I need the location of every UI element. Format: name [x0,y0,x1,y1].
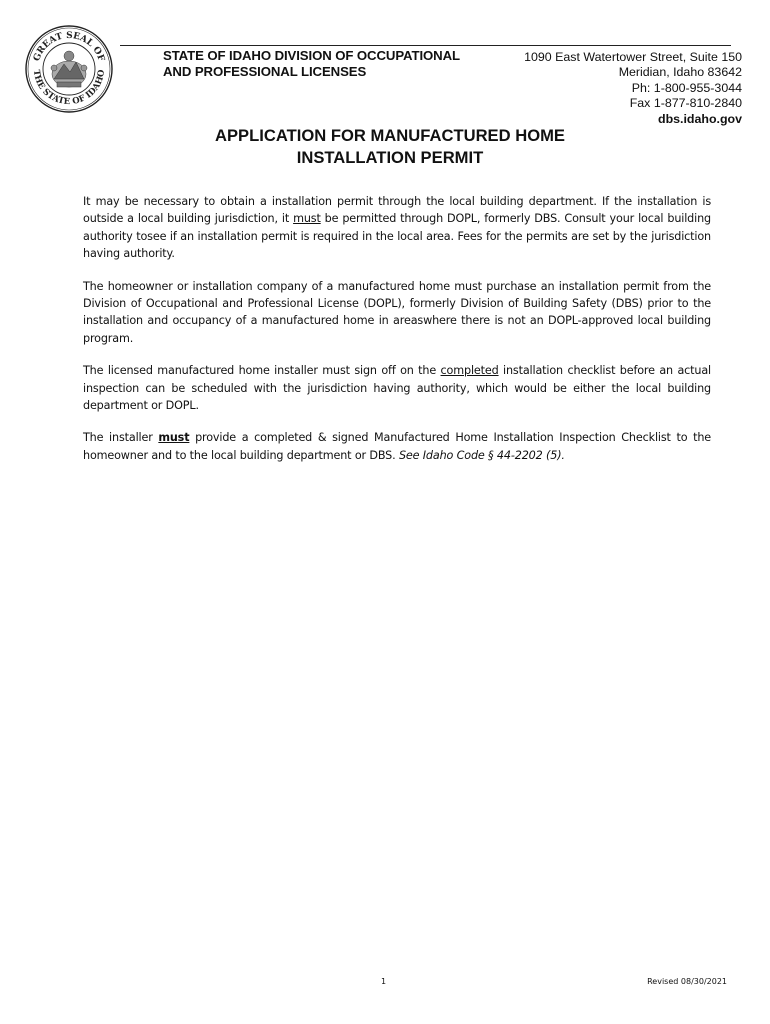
paragraph-4 [83,429,711,464]
website-link[interactable]: dbs.idaho.gov [658,111,742,126]
header-rule [120,45,731,46]
p4-code-citation: See Idaho Code § 44-2202 (5). [398,448,565,462]
p4-must-bold-underlined: must [158,431,190,445]
p4-text-a: The installer [83,431,159,445]
document-body [83,193,711,479]
contact-block [524,50,742,127]
idaho-state-seal [24,24,114,114]
street-address: 1090 East Watertower Street, Suite 150 [524,50,742,64]
page-number: 1 [381,977,387,986]
seal-bottom-text: THE STATE OF IDAHO [30,69,108,108]
city-state-zip: Meridian, Idaho 83642 [618,65,742,80]
phone-number: Ph: 1-800-955-3044 [631,80,742,95]
agency-line-2: AND PROFESSIONAL LICENSES [163,64,367,79]
p3-text-a: The licensed manufactured home installer must sign off on the [83,364,441,378]
fax-number: Fax 1-877-810-2840 [629,96,742,111]
p1-text-b: be permitted through DOPL, formerly DBS. Consult your local building authority tosee if an installation permit is required in the local area. Fees for the permits are set by the jurisdiction having authority. [83,212,711,261]
paragraph-1 [83,193,711,263]
agency-line-1: STATE OF IDAHO DIVISION OF OCCUPATIONAL [163,48,460,63]
paragraph-2: The homeowner or installation company of a manufactured home must purchase an installation permit from the Division of Occupational and Professional License (DOPL), formerly Division of Building Safety (DBS) prior to the installation and occupancy of a manufactured home in areaswhere there is not an DOPL-approved local building program. [83,279,711,345]
agency-name [163,48,460,80]
paragraph-3 [83,362,711,414]
p1-must-underlined: must [293,212,321,226]
document-title [160,125,620,169]
title-line-2: INSTALLATION PERMIT [296,148,484,167]
seal-top-text: GREAT SEAL OF [32,30,106,63]
p3-completed-underlined: completed [440,364,499,378]
revised-date: Revised 08/30/2021 [647,977,727,986]
title-line-1: APPLICATION FOR MANUFACTURED HOME [215,126,565,145]
p4-text-b: provide a completed & signed Manufactured Home Installation Inspection Checklist to the homeowner and to the local building department or DBS. [83,431,711,462]
p1-text-a: It may be necessary to obtain a installation permit through the local building department. If the installation is outside a local building jurisdiction, it [83,195,711,226]
p3-text-b: installation checklist before an actual inspection can be scheduled with the jurisdiction having authority, which would be either the local building department or DOPL. [83,364,711,413]
